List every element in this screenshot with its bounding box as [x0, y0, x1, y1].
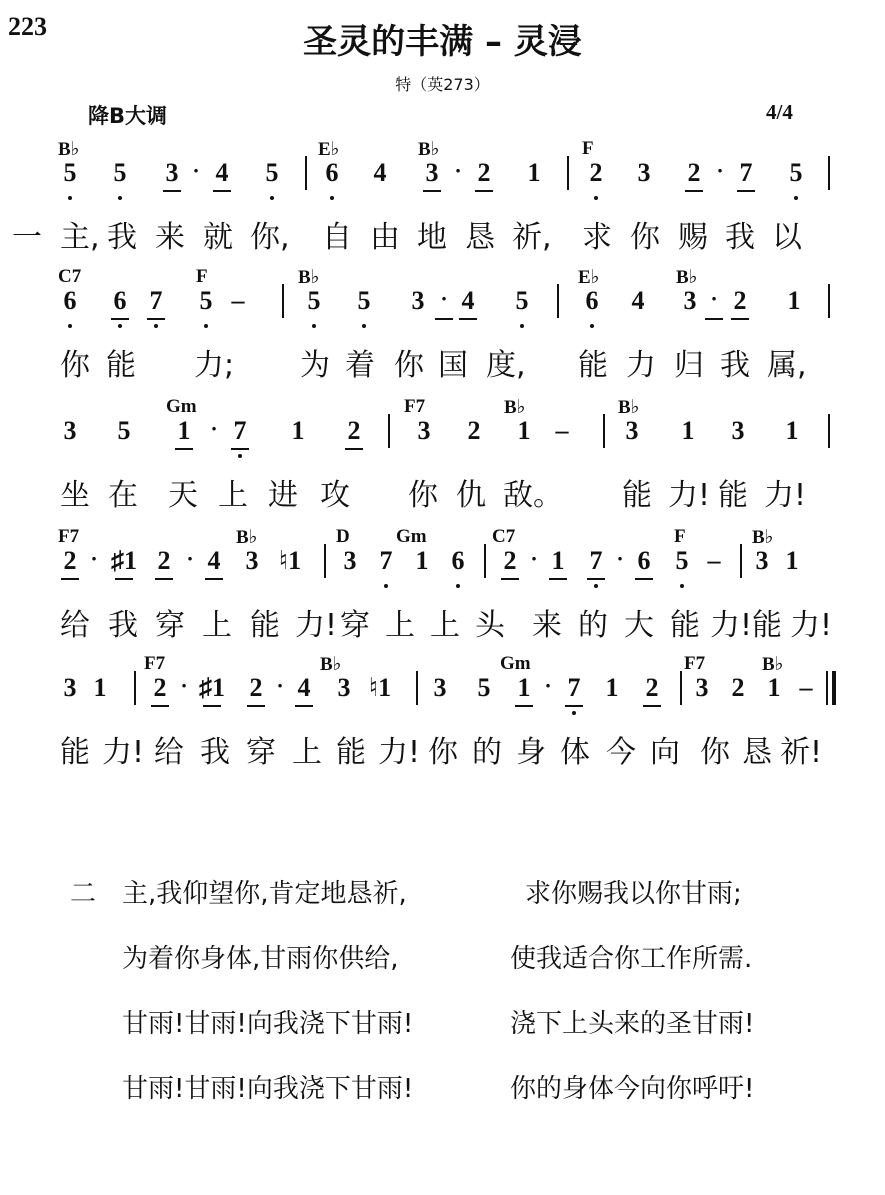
beam-underline: [205, 578, 223, 580]
dot-mark: ·: [544, 673, 552, 698]
lyric-word: 能: [578, 348, 608, 383]
beam-underline: [423, 190, 441, 192]
lyric-word: 穿: [340, 608, 370, 643]
dot-mark: ·: [210, 416, 218, 441]
dot-mark: ·: [454, 158, 462, 183]
lyric-word: 在: [108, 478, 138, 513]
lyric-word: 体: [560, 735, 590, 770]
lyric-word: 能: [250, 608, 280, 643]
dot-mark: ·: [440, 286, 448, 311]
lyric-word: 你: [630, 220, 660, 255]
beam-underline: [151, 705, 169, 707]
octave-dot: [680, 584, 684, 588]
lyric-word: 来: [155, 220, 185, 255]
time-signature: 4/4: [766, 100, 793, 124]
note-digit: 1: [787, 286, 801, 315]
note-digit: –: [555, 416, 569, 445]
note-digit: 5: [113, 158, 127, 187]
beam-underline: [163, 190, 181, 192]
beam-underline: [635, 578, 653, 580]
chord-symbol: B♭: [676, 267, 698, 288]
note-digit: 1: [551, 546, 565, 575]
beam-underline: [213, 190, 231, 192]
note-digit: 5: [117, 416, 131, 445]
barline: [416, 671, 418, 705]
note-digit: 4: [631, 286, 645, 315]
note-digit: 5: [515, 286, 529, 315]
lyric-word: 力!: [764, 478, 807, 513]
note-digit: 2: [153, 673, 167, 702]
lyric-word: 能: [718, 478, 748, 513]
note-digit: 4: [207, 546, 221, 575]
octave-dot: [270, 196, 274, 200]
note-digit: 2: [687, 158, 701, 187]
lyric-word: 我: [720, 348, 750, 383]
note-digit: –: [231, 286, 245, 315]
verse-line-first-half: 主,我仰望你,肯定地恳祈,: [122, 879, 407, 909]
note-digit: 1: [785, 546, 799, 575]
lyric-word: 属,: [767, 348, 807, 383]
lyric-word: 你: [700, 735, 730, 770]
barline: [828, 284, 830, 318]
note-digit: 5: [675, 546, 689, 575]
barline: [828, 156, 830, 190]
beam-underline: [705, 318, 723, 320]
beam-underline: [459, 318, 477, 320]
lyric-word: 我: [200, 735, 230, 770]
key-signature: 降B大调: [88, 104, 168, 128]
note-digit: 4: [215, 158, 229, 187]
dot-mark: ·: [710, 286, 718, 311]
octave-dot: [594, 584, 598, 588]
note-digit: 7: [149, 286, 163, 315]
note-digit: –: [799, 673, 813, 702]
verse-line-first-half: 为着你身体,甘雨你供给,: [122, 944, 399, 974]
beam-underline: [435, 318, 453, 320]
note-digit: 5: [307, 286, 321, 315]
lyric-word: 地: [417, 220, 447, 255]
note-digit: 5: [477, 673, 491, 702]
dot-mark: ·: [192, 158, 200, 183]
lyric-word: 能: [336, 735, 366, 770]
dot-mark: ·: [716, 158, 724, 183]
chord-symbol: F7: [58, 526, 80, 547]
note-digit: 1: [527, 158, 541, 187]
lyric-word: 力!: [378, 735, 421, 770]
note-digit: 3: [683, 286, 697, 315]
chord-symbol: F7: [684, 653, 706, 674]
note-digit: 1: [785, 416, 799, 445]
octave-dot: [118, 196, 122, 200]
lyric-word: 天: [168, 478, 198, 513]
lyric-word: 恳: [742, 735, 772, 770]
chord-symbol: E♭: [318, 139, 340, 160]
lyric-word: 上: [292, 735, 322, 770]
chord-symbol: F: [582, 138, 594, 159]
octave-dot: [312, 324, 316, 328]
note-digit: 2: [733, 286, 747, 315]
lyric-word: 祈,: [512, 220, 552, 255]
chord-symbol: F7: [144, 653, 166, 674]
lyric-word: 向: [650, 735, 680, 770]
note-digit: 5: [789, 158, 803, 187]
lyric-word: 仇: [456, 478, 486, 513]
octave-dot: [204, 324, 208, 328]
hymn-subtitle: 特（英273）: [395, 75, 490, 94]
dot-mark: ·: [180, 673, 188, 698]
lyric-word: 度,: [486, 348, 526, 383]
note-digit: ♮1: [368, 673, 392, 702]
lyric-word: 大: [624, 608, 654, 643]
note-digit: 4: [297, 673, 311, 702]
lyric-word: 上: [202, 608, 232, 643]
octave-dot: [238, 454, 242, 458]
note-digit: 6: [63, 286, 77, 315]
chord-symbol: C7: [58, 266, 82, 287]
note-digit: 3: [417, 416, 431, 445]
note-digit: 6: [325, 158, 339, 187]
barline: [484, 544, 486, 578]
barline: [680, 671, 682, 705]
octave-dot: [68, 324, 72, 328]
hymn-number: 223: [8, 12, 47, 41]
chord-symbol: B♭: [618, 397, 640, 418]
barline: [388, 414, 390, 448]
chord-symbol: B♭: [58, 139, 80, 160]
octave-dot: [154, 324, 158, 328]
chord-symbol: F7: [404, 396, 426, 417]
beam-underline: [565, 705, 583, 707]
beam-underline: [231, 448, 249, 450]
chord-symbol: C7: [492, 526, 516, 547]
note-digit: 4: [461, 286, 475, 315]
lyric-word: 你: [60, 348, 90, 383]
beam-underline: [203, 705, 221, 707]
note-digit: 5: [265, 158, 279, 187]
note-digit: 7: [739, 158, 753, 187]
beam-underline: [731, 318, 749, 320]
barline: [305, 156, 307, 190]
lyric-word: 我: [725, 220, 755, 255]
note-digit: 1: [517, 416, 531, 445]
beam-underline: [345, 448, 363, 450]
note-digit: 1: [517, 673, 531, 702]
octave-dot: [520, 324, 524, 328]
note-digit: 3: [411, 286, 425, 315]
verse-line-second-half: 浇下上头来的圣甘雨!: [510, 1009, 755, 1039]
chord-symbol: F: [674, 526, 686, 547]
note-digit: 2: [731, 673, 745, 702]
note-digit: 3: [165, 158, 179, 187]
lyric-word: 赐: [678, 220, 708, 255]
octave-dot: [572, 711, 576, 715]
verse-line-first-half: 甘雨!甘雨!向我浇下甘雨!: [122, 1074, 414, 1104]
chord-symbol: B♭: [762, 654, 784, 675]
beam-underline: [475, 190, 493, 192]
octave-dot: [384, 584, 388, 588]
lyric-word: 攻: [320, 478, 350, 513]
lyric-word: 的: [578, 608, 608, 643]
octave-dot: [68, 196, 72, 200]
chord-symbol: Gm: [396, 526, 427, 547]
octave-dot: [794, 196, 798, 200]
note-digit: –: [707, 546, 721, 575]
dot-mark: ·: [90, 546, 98, 571]
lyric-word: 力!: [710, 608, 753, 643]
note-digit: 6: [113, 286, 127, 315]
chord-symbol: B♭: [298, 267, 320, 288]
beam-underline: [175, 448, 193, 450]
lyric-word: 能: [60, 735, 90, 770]
lyric-word: 以: [772, 220, 802, 255]
lyric-word: 给: [60, 608, 90, 643]
chord-symbol: B♭: [320, 654, 342, 675]
chord-symbol: B♭: [418, 139, 440, 160]
lyric-word: 恳: [465, 220, 495, 255]
lyric-word: 能: [622, 478, 652, 513]
beam-underline: [115, 578, 133, 580]
chord-symbol: F: [196, 266, 208, 287]
note-digit: 3: [337, 673, 351, 702]
chord-symbol: E♭: [578, 267, 600, 288]
note-digit: 5: [199, 286, 213, 315]
lyric-word: 能: [670, 608, 700, 643]
lyric-word: 敌。: [503, 478, 563, 513]
hymn-title: 圣灵的丰满 – 灵浸: [303, 22, 582, 62]
lyric-word: 求: [582, 220, 612, 255]
beam-underline: [61, 578, 79, 580]
note-digit: 1: [681, 416, 695, 445]
note-digit: 2: [477, 158, 491, 187]
barline: [567, 156, 569, 190]
octave-dot: [456, 584, 460, 588]
note-digit: 2: [503, 546, 517, 575]
chord-symbol: B♭: [504, 397, 526, 418]
note-digit: 3: [637, 158, 651, 187]
lyric-word: 坐: [60, 478, 90, 513]
note-digit: 6: [637, 546, 651, 575]
note-digit: 3: [625, 416, 639, 445]
lyric-word: 能: [106, 348, 136, 383]
beam-underline: [643, 705, 661, 707]
note-digit: 1: [767, 673, 781, 702]
beam-underline: [515, 705, 533, 707]
lyric-word: 着: [345, 348, 375, 383]
note-digit: 2: [467, 416, 481, 445]
note-digit: 2: [589, 158, 603, 187]
verse-line-second-half: 求你赐我以你甘雨;: [525, 879, 742, 909]
lyric-word: 力!: [102, 735, 145, 770]
barline: [832, 671, 836, 705]
octave-dot: [594, 196, 598, 200]
dot-mark: ·: [530, 546, 538, 571]
note-digit: ♯1: [199, 673, 225, 702]
note-digit: 7: [379, 546, 393, 575]
beam-underline: [587, 578, 605, 580]
note-digit: 7: [589, 546, 603, 575]
note-digit: 3: [755, 546, 769, 575]
verse-line-first-half: 甘雨!甘雨!向我浇下甘雨!: [122, 1009, 414, 1039]
lyric-word: 你: [394, 348, 424, 383]
lyric-word: 力!: [790, 608, 833, 643]
note-digit: 7: [567, 673, 581, 702]
lyric-word: 穿: [246, 735, 276, 770]
note-digit: 1: [415, 546, 429, 575]
barline: [740, 544, 742, 578]
chord-symbol: Gm: [500, 653, 531, 674]
lyric-word: 力!: [668, 478, 711, 513]
lyric-word: 来: [532, 608, 562, 643]
note-digit: 5: [357, 286, 371, 315]
beam-underline: [247, 705, 265, 707]
chord-symbol: B♭: [752, 527, 774, 548]
lyric-word: 进: [268, 478, 298, 513]
lyric-word: 就: [203, 220, 233, 255]
note-digit: 3: [695, 673, 709, 702]
lyric-word: 一: [12, 220, 42, 255]
lyric-word: 你: [428, 735, 458, 770]
beam-underline: [737, 190, 755, 192]
lyric-word: 力;: [194, 348, 235, 383]
dot-mark: ·: [186, 546, 194, 571]
note-digit: 3: [425, 158, 439, 187]
chord-symbol: Gm: [166, 396, 197, 417]
note-digit: 6: [451, 546, 465, 575]
lyric-word: 上: [218, 478, 248, 513]
beam-underline: [155, 578, 173, 580]
note-digit: 7: [233, 416, 247, 445]
lyric-word: 上: [430, 608, 460, 643]
lyric-word: 我: [107, 220, 137, 255]
note-digit: 3: [731, 416, 745, 445]
octave-dot: [590, 324, 594, 328]
verse-number: 二: [70, 879, 97, 909]
barline: [826, 671, 828, 705]
lyric-word: 我: [108, 608, 138, 643]
note-digit: 1: [605, 673, 619, 702]
lyric-word: 为: [300, 348, 330, 383]
note-digit: 6: [585, 286, 599, 315]
lyric-word: 上: [385, 608, 415, 643]
lyric-word: 头: [475, 608, 505, 643]
lyric-word: 身: [516, 735, 546, 770]
note-digit: 2: [63, 546, 77, 575]
note-digit: 1: [177, 416, 191, 445]
lyric-word: 能: [752, 608, 782, 643]
beam-underline: [295, 705, 313, 707]
verse-line-second-half: 你的身体今向你呼吁!: [510, 1074, 755, 1104]
lyric-word: 国: [438, 348, 468, 383]
octave-dot: [362, 324, 366, 328]
lyric-word: 自: [322, 220, 352, 255]
lyric-word: 由: [370, 220, 400, 255]
note-digit: 2: [347, 416, 361, 445]
dot-mark: ·: [616, 546, 624, 571]
verse-line-second-half: 使我适合你工作所需.: [510, 944, 753, 974]
beam-underline: [501, 578, 519, 580]
note-digit: 3: [63, 673, 77, 702]
note-digit: 3: [245, 546, 259, 575]
barline: [134, 671, 136, 705]
lyric-word: 今: [606, 735, 636, 770]
lyric-word: 的: [472, 735, 502, 770]
note-digit: 4: [373, 158, 387, 187]
note-digit: 3: [63, 416, 77, 445]
beam-underline: [685, 190, 703, 192]
beam-underline: [549, 578, 567, 580]
note-digit: 3: [343, 546, 357, 575]
note-digit: 5: [63, 158, 77, 187]
lyric-word: 穿: [155, 608, 185, 643]
beam-underline: [147, 318, 165, 320]
note-digit: 1: [93, 673, 107, 702]
beam-underline: [111, 318, 129, 320]
note-digit: 3: [433, 673, 447, 702]
note-digit: 2: [157, 546, 171, 575]
note-digit: 2: [645, 673, 659, 702]
lyric-word: 你: [408, 478, 438, 513]
lyric-word: 力: [626, 348, 656, 383]
note-digit: 2: [249, 673, 263, 702]
octave-dot: [330, 196, 334, 200]
octave-dot: [118, 324, 122, 328]
lyric-word: 力!: [295, 608, 338, 643]
barline: [557, 284, 559, 318]
barline: [828, 414, 830, 448]
lyric-word: 给: [154, 735, 184, 770]
chord-symbol: B♭: [236, 527, 258, 548]
barline: [282, 284, 284, 318]
chord-symbol: D: [336, 526, 350, 547]
barline: [603, 414, 605, 448]
note-digit: ♯1: [111, 546, 137, 575]
lyric-word: 你,: [250, 220, 290, 255]
note-digit: ♮1: [278, 546, 302, 575]
dot-mark: ·: [276, 673, 284, 698]
lyric-word: 归: [674, 348, 704, 383]
barline: [324, 544, 326, 578]
lyric-word: 祈!: [780, 735, 823, 770]
note-digit: 1: [291, 416, 305, 445]
lyric-word: 主,: [60, 220, 100, 255]
